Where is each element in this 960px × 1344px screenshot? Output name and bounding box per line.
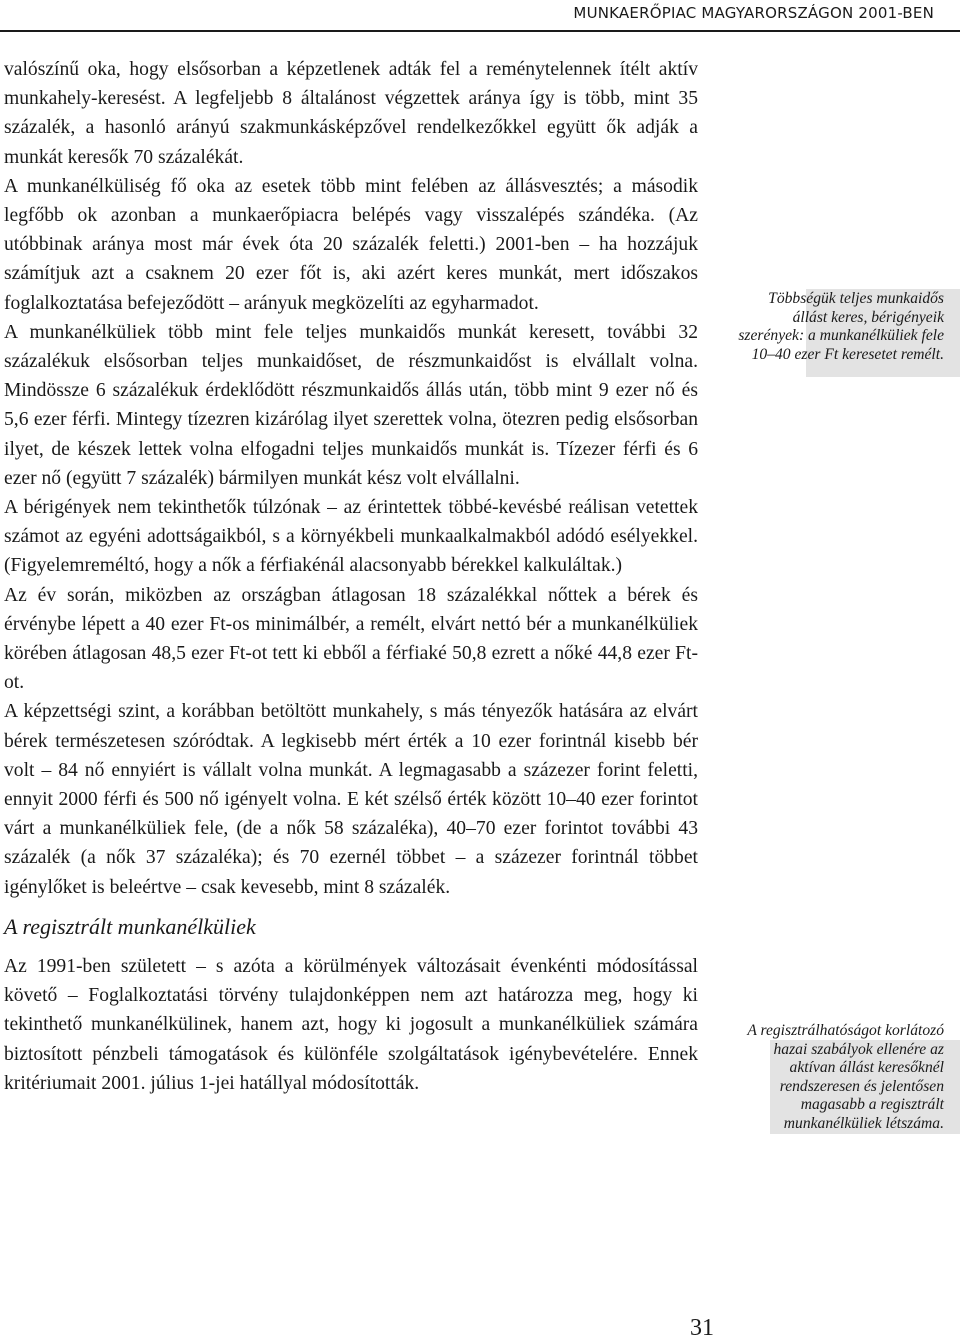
main-text-column [4, 55, 698, 1098]
page-number: 31 [690, 1315, 714, 1341]
body-paragraph-5: Az év során, miközben az országban átlagosan 18 százalékkal nőttek a bérek és érvénybe lépett a 40 ezer Ft-os minimálbér, a remélt, elvárt nettó bér a munkanélküliek körében átlagosan 48,5 ezer Ft-ot tett ki ebből a férfiaké 50,8 ezrett a nőké 44,8 ezer Ft-ot. [4, 584, 698, 694]
body-paragraph-1: valószínű oka, hogy elsősorban a képzetlenek adták fel a reménytelennek ítélt aktív munkahely-keresést. A legfeljebb 8 általánost végzettek aránya így is több, mint 35 százalék, a hasonló arányú szakmunkásképzővel rendelkezőkkel együtt ők adják a munkát keresők 70 százalékát. [4, 59, 698, 168]
section-paragraph-1: Az 1991-ben született – s azóta a körülmények változásait évenkénti módosítással követő – Foglalkoztatási törvény tulajdonképpen nem azt határozza meg, hogy ki tekinthető munkanélkülinek, hanem azt, hogy ki jogosult a munkanélküliek számára biztosított pénzbeli támogatások és különféle szolgáltatások igénybevételére. Ennek kritériumait 2001. július 1-jei hatállyal módosították. [4, 955, 698, 1094]
sidenote-2: A regisztrálhatóságot korlátozó hazai szabályok ellenére az aktívan állást keresőknél rendszeresen és jelentősen magasabb a regisztrált munkanélküliek létszáma. [747, 1022, 944, 1132]
body-paragraph-6: A képzettségi szint, a korábban betöltött munkahely, s más tényezők hatására az elvárt bérek természetesen szóródtak. A legkisebb mért érték a 10 ezer forintnál kisebb bér volt – 84 nő ennyiért is vállalt volna munkát. A legmagasabb a százezer forint feletti, ennyit 2000 férfi és 500 nő igényelt volna. E két szélső érték között 10–40 ezer forintot várt a munkanélküliek fele, (de a nők 58 százaléka), 40–70 ezer forintot további 43 százalék (a nők 37 százaléka); és 70 ezernél többet – a százezer forintnál többet igénylőket is beleértve – csak kevesebb, mint 8 százalék. [4, 701, 698, 898]
body-paragraph-2: A munkanélküliség fő oka az esetek több mint felében az állásvesztés; a második legfőbb ok azonban a munkaerőpiacra belépés vagy visszalépés szándéka. (Az utóbbinak aránya most már évek óta 20 százalék feletti.) 2001-ben – ha hozzájuk számítjuk azt a csaknem 20 ezer főt is, aki azért keres munkát, mert időszakos foglalkoztatása befejeződött – arányuk megközelíti az egyharmadot. [4, 175, 698, 314]
running-header: MUNKAERŐPIAC MAGYARORSZÁGON 2001-BEN [573, 4, 934, 22]
section-title: A regisztrált munkanélküliek [4, 913, 256, 939]
header-rule [0, 30, 960, 32]
body-paragraph-3: A munkanélküliek több mint fele teljes munkaidős munkát keresett, további 32 százalékuk elsősorban teljes munkaidőset, de részmunkaidőst is elvállalt volna. Mindössze 6 százalékuk érdeklődött részmunkaidős állás után, több mint 9 ezer nő és 5,6 ezer férfi. Mintegy tízezren kizárólag ilyet szerettek volna, ötezren pedig elsősorban ilyet, de készek lettek volna elfogadni teljes munkaidős munkát is. Tízezer férfi és 6 ezer nő (együtt 7 százalék) bármilyen munkát kész volt elvállalni. [4, 321, 698, 489]
sidenote-1: Többségük teljes munkaidős állást keres, bérigényeik szerények: a munkanélküliek fele 10–40 ezer Ft keresetet remélt. [738, 290, 944, 363]
body-paragraph-4: A bérigények nem tekinthetők túlzónak – az érintettek többé-kevésbé reálisan vetettek számot az egyéni adottságaikból, s a környékbeli munkaalkalmakból adódó esélyekkel. (Figyelemreméltó, hogy a nők a férfiakénál alacsonyabb bérekkel kalkuláltak.) [4, 497, 698, 577]
